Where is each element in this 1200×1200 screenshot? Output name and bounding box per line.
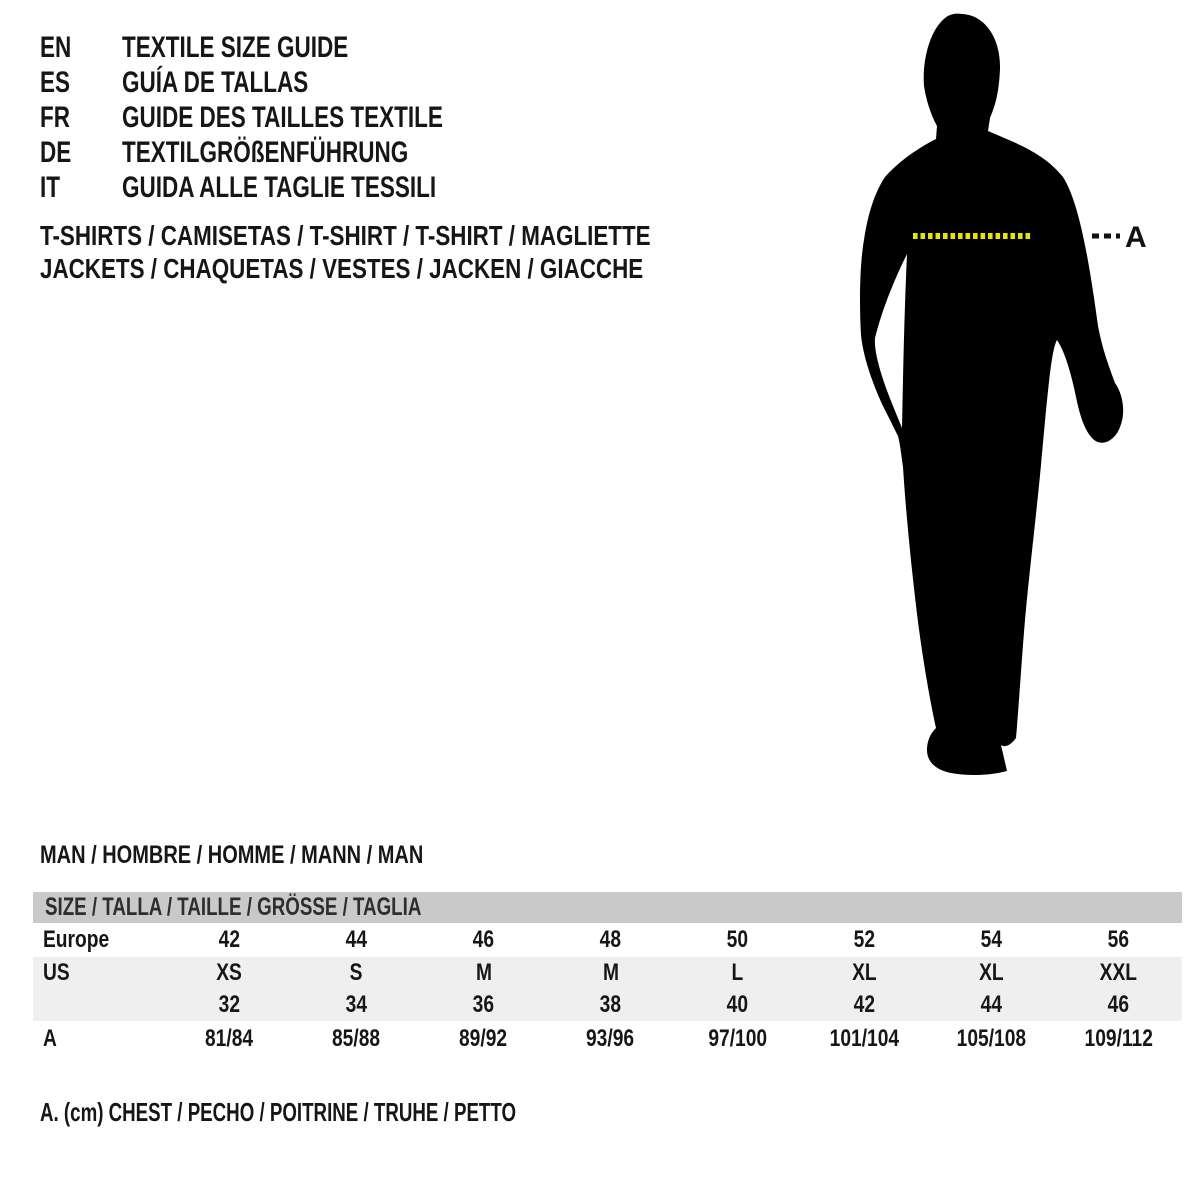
size-value: XL (979, 959, 1004, 986)
size-value: 50 (726, 926, 749, 953)
product-type-lines (40, 219, 803, 285)
language-code: IT (40, 171, 61, 204)
size-value: XS (216, 959, 243, 986)
table-row-europe (33, 923, 1182, 957)
row-label: US (43, 959, 70, 986)
language-code: FR (40, 101, 70, 134)
table-row-chest-a (33, 1021, 1182, 1056)
size-value: M (475, 959, 492, 986)
size-value: 97/100 (708, 1025, 767, 1052)
language-code: EN (40, 31, 72, 64)
measurement-legend-text: A. (cm) CHEST / PECHO / POITRINE / TRUHE / PETTO (40, 1097, 517, 1127)
size-value: 46 (472, 926, 495, 953)
language-row-it (40, 170, 550, 205)
guide-title: GUÍA DE TALLAS (122, 66, 309, 99)
size-value: 93/96 (586, 1025, 635, 1052)
guide-title: TEXTILE SIZE GUIDE (122, 31, 349, 64)
size-value: 42 (853, 991, 876, 1018)
measurement-figure (830, 0, 1160, 780)
size-value: XXL (1099, 959, 1138, 986)
table-row-numeric (33, 989, 1182, 1021)
measure-label-a: A (1125, 221, 1147, 254)
man-silhouette (860, 14, 1123, 775)
size-value: 44 (345, 926, 368, 953)
size-value: 105/108 (956, 1025, 1027, 1052)
language-row-en (40, 30, 550, 65)
section-heading-man (40, 841, 519, 870)
guide-title: GUIDA ALLE TAGLIE TESSILI (122, 171, 437, 204)
size-table (33, 892, 1182, 1056)
row-label: A (43, 1025, 57, 1052)
size-value: 42 (218, 926, 241, 953)
guide-title: GUIDE DES TAILLES TEXTILE (122, 101, 443, 134)
size-value: 46 (1107, 991, 1130, 1018)
section-heading-text: MAN / HOMBRE / HOMME / MANN / MAN (40, 841, 424, 869)
size-value: 89/92 (459, 1025, 508, 1052)
size-value: M (602, 959, 619, 986)
size-table-header (33, 892, 1182, 923)
language-row-fr (40, 100, 550, 135)
size-value: 56 (1107, 926, 1130, 953)
size-value: 54 (980, 926, 1003, 953)
product-line-tshirts: T-SHIRTS / CAMISETAS / T-SHIRT / T-SHIRT / MAGLIETTE (40, 220, 651, 251)
size-value: 48 (599, 926, 622, 953)
size-value: 38 (599, 991, 622, 1018)
size-value: 101/104 (829, 1025, 900, 1052)
row-label (33, 989, 166, 1021)
measurement-legend (40, 1097, 701, 1128)
size-value: L (731, 959, 744, 986)
size-table-header-text: SIZE / TALLA / TAILLE / GRÖSSE / TAGLIA (45, 893, 422, 921)
table-row-us (33, 957, 1182, 989)
size-value: S (350, 959, 363, 986)
size-value: 85/88 (332, 1025, 381, 1052)
language-row-es (40, 65, 550, 100)
language-row-de (40, 135, 550, 170)
size-value: 32 (218, 991, 241, 1018)
size-value: 109/112 (1084, 1025, 1153, 1052)
size-value: 81/84 (205, 1025, 254, 1052)
language-code: ES (40, 66, 71, 99)
language-code: DE (40, 136, 72, 169)
size-value: 40 (726, 991, 749, 1018)
size-value: 36 (472, 991, 495, 1018)
product-line-jackets: JACKETS / CHAQUETAS / VESTES / JACKEN / GIACCHE (40, 253, 644, 284)
size-value: 34 (345, 991, 368, 1018)
language-title-list (40, 30, 550, 205)
size-value: 44 (980, 991, 1003, 1018)
size-value: 52 (853, 926, 876, 953)
row-label: Europe (43, 926, 110, 953)
guide-title: TEXTILGRÖßENFÜHRUNG (122, 136, 409, 169)
size-value: XL (852, 959, 877, 986)
